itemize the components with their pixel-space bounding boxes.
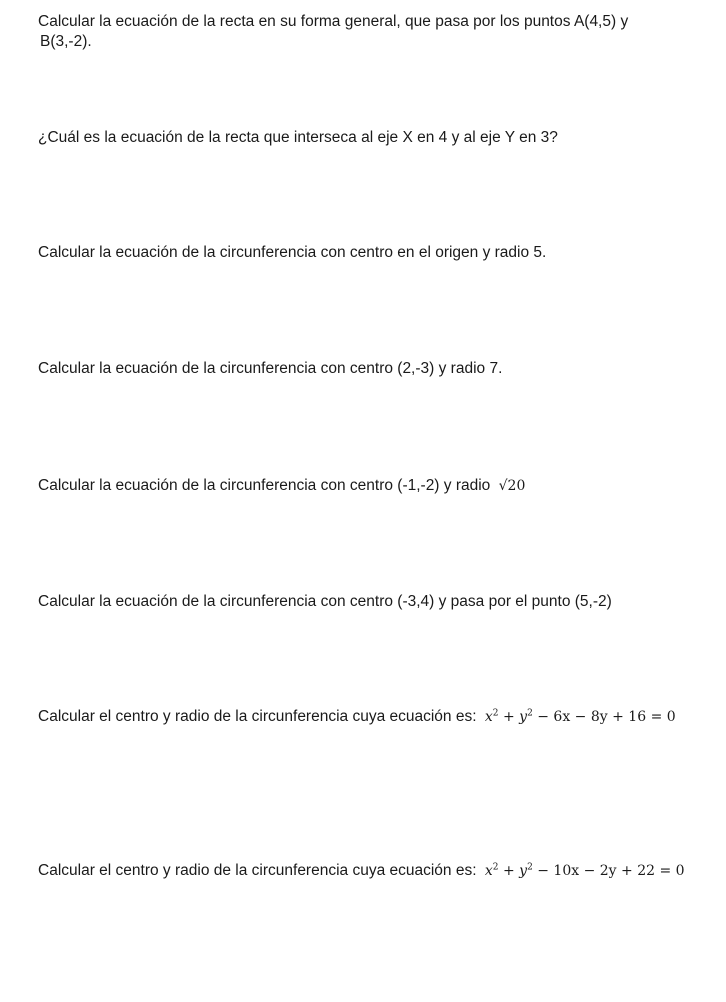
question-8-text: Calcular el centro y radio de la circunferencia cuya ecuación es: — [38, 862, 477, 879]
question-4-text: Calcular la ecuación de la circunferencia con centro (2,-3) y radio 7. — [38, 360, 503, 377]
question-2 — [38, 128, 558, 148]
question-4 — [38, 359, 502, 379]
question-1-text-line1: Calcular la ecuación de la recta en su forma general, que pasa por los puntos A(4,5) y — [38, 13, 629, 30]
question-5-radius-math: √20 — [498, 478, 526, 494]
question-3 — [38, 243, 546, 263]
question-6-text: Calcular la ecuación de la circunferencia con centro (-3,4) y pasa por el punto (5,-2) — [38, 593, 612, 610]
question-7 — [38, 707, 676, 727]
question-8-equation: $x^2 + y^2 - 10x - 2y + 22 = 0$ — [484, 862, 685, 879]
question-1 — [38, 12, 628, 52]
question-8 — [38, 861, 685, 881]
question-1-text-line2: B(3,-2). — [40, 33, 92, 50]
question-7-text: Calcular el centro y radio de la circunferencia cuya ecuación es: — [38, 708, 477, 725]
question-5 — [38, 476, 525, 496]
question-7-equation: $x^2 + y^2 - 6x - 8y + 16 = 0$ — [484, 708, 676, 725]
question-3-text: Calcular la ecuación de la circunferencia con centro en el origen y radio 5. — [38, 244, 547, 261]
question-5-text: Calcular la ecuación de la circunferencia con centro (-1,-2) y radio — [38, 477, 491, 494]
question-6 — [38, 592, 612, 612]
question-2-text: ¿Cuál es la ecuación de la recta que interseca al eje X en 4 y al eje Y en 3? — [38, 129, 558, 146]
